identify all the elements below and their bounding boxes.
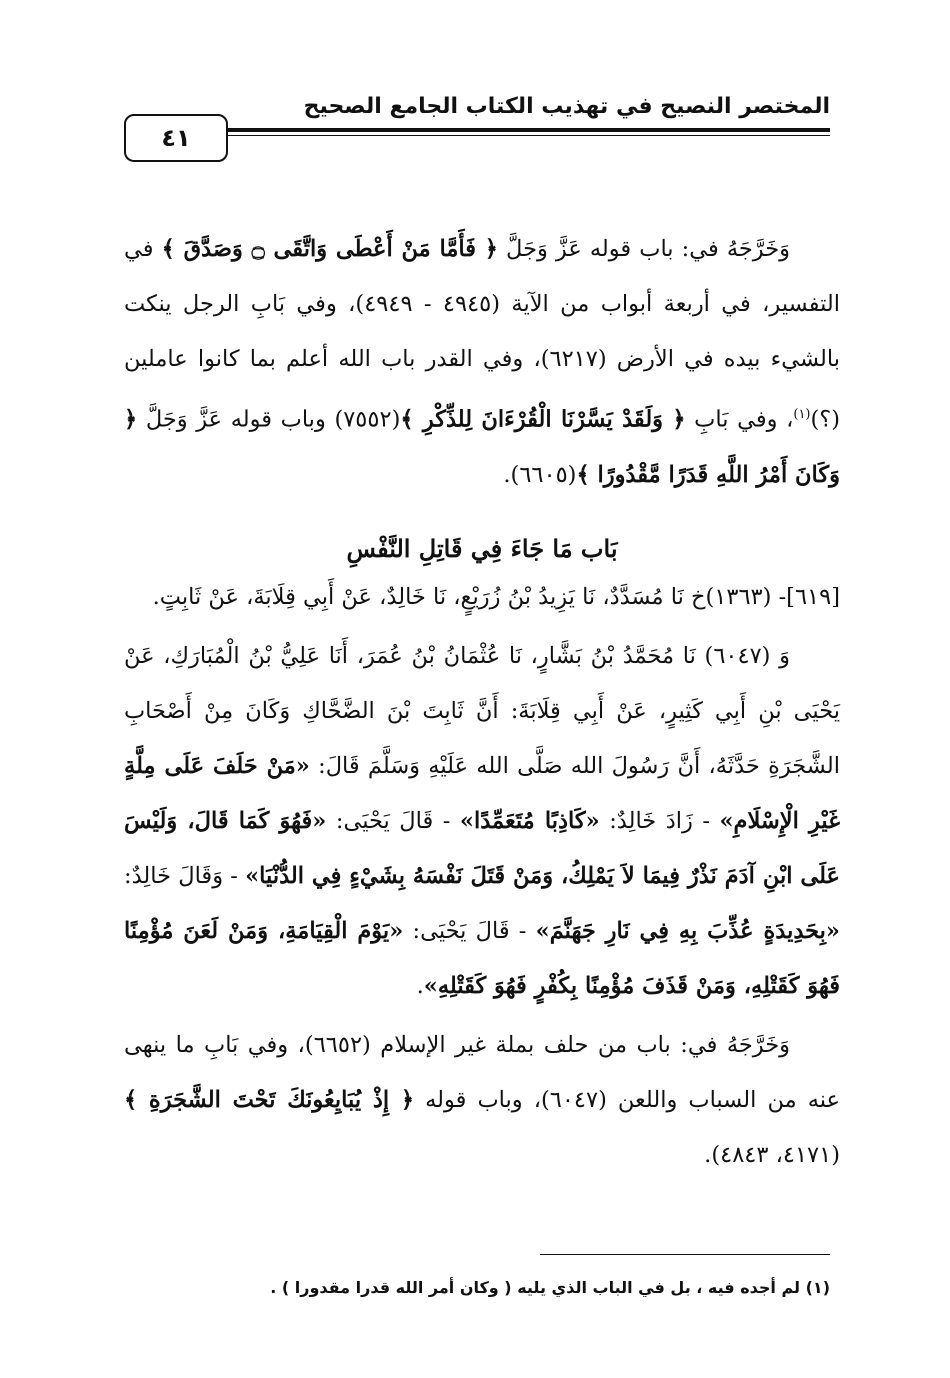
hadith-text: «مَنْ حَلَفَ عَلَى مِلَّةٍ غَيْرِ الْإِسْلَامِ» (124, 752, 840, 834)
text-run: - قَالَ يَحْيَى: (326, 807, 460, 834)
text-run: وَخَرَّجَهُ في: باب من حلف بملة غير الإسلام (٦٦٥٢)، وفي بَابِ ما ينهى عنه من السباب واللعن (٦٠٤٧)، وباب قوله (124, 1031, 840, 1113)
hadith-text: «يَوْمَ الْقِيَامَةِ، وَمَنْ لَعَنَ مُؤْمِنًا فَهُوَ كَقَتْلِهِ، وَمَنْ قَذَفَ مُؤْمِنًا بِكُفْرٍ فَهُوَ كَقَتْلِهِ» (124, 917, 840, 999)
takhrij-paragraph-1 (124, 222, 840, 503)
isnad-paragraph: [٦١٩]- (١٣٦٣)خ نَا مُسَدَّدٌ، نَا يَزِيدُ بْنُ زُرَيْعٍ، نَا خَالِدٌ، عَنْ أَبِي قِلَابَةَ، عَنْ ثَابِتٍ. (152, 583, 840, 610)
text-run: (٤١٧١، ٤٨٤٣). (704, 1141, 840, 1168)
footnote-marker: (١) (793, 407, 811, 422)
header-rule (228, 128, 830, 132)
header-rule-thin (228, 135, 830, 136)
body-text (124, 222, 840, 1183)
text-run: في التفسير، في أربعة أبواب من الآية (٤٩٤٥ - ٤٩٤٩)، وفي بَابِ الرجل ينكت بالشيء بيده في الأرض (٦٢١٧)، وفي القدر باب الله أعلم بما كانوا عاملين (؟) (124, 236, 840, 433)
hadith-text: «فَهُوَ كَمَا قَالَ، وَلَيْسَ عَلَى ابْنِ آدَمَ نَذْرٌ فِيمَا لاَ يَمْلِكُ، وَمَنْ قَتَلَ نَفْسَهُ بِشَيْءٍ فِي الدُّنْيَا» (124, 807, 840, 889)
text-run: (٦٦٠٥). (503, 461, 577, 488)
hadith-text: «كَاذِبًا مُتَعَمِّدًا» (459, 807, 600, 834)
page-number: ٤١ (124, 114, 228, 162)
chapter-heading: بَاب مَا جَاءَ فِي قَاتِلِ النَّفْسِ (346, 533, 618, 563)
text-run: - وَقَالَ خَالِدٌ: (124, 862, 246, 889)
text-run: - قَالَ يَحْيَى: (403, 917, 536, 944)
footnote-rule (540, 1254, 830, 1255)
text-run: وَ (٦٠٤٧) نَا مُحَمَّدُ بْنُ بَشَّارٍ، نَا عُثْمَانُ بْنُ عُمَرَ، أَنَا عَلِيُّ بْنُ الْمُبَارَكِ، عَنْ يَحْيَى بْنِ أَبِي كَثِيرٍ، عَنْ أَبِي قِلَابَةَ: أَنَّ ثَابِتَ بْنَ الضَّحَّاكِ وَكَانَ مِنْ أَصْحَابِ الشَّجَرَةِ حَدَّثَهُ، أَنَّ رَسُولَ الله صَلَّى الله عَلَيْهِ وَسَلَّمَ قَالَ: (124, 642, 840, 779)
takhrij-paragraph-2 (124, 1018, 840, 1183)
quran-verse: ﴿ وَكَانَ أَمْرُ اللَّهِ قَدَرًا مَّقْدُورًا ﴾ (124, 406, 840, 488)
text-run: - زَادَ خَالِدٌ: (599, 807, 720, 834)
footnote: (١) لم أجده فيه ، بل في الباب الذي يليه ( وكان أمر الله قدرا مقدورا ) . (270, 1278, 830, 1297)
text-run: ، وفي بَابِ (685, 406, 794, 433)
quran-verse: ﴿ إِذْ يُبَايِعُونَكَ تَحْتَ الشَّجَرَةِ ﴾ (124, 1086, 415, 1113)
quran-verse: ﴿ فَأَمَّا مَنْ أَعْطَى وَاتَّقَى ۝ وَصَدَّقَ ﴾ (161, 236, 498, 262)
hadith-paragraph (124, 629, 840, 1014)
hadith-text: «بِحَدِيدَةٍ عُذِّبَ بِهِ فِي نَارِ جَهَنَّمَ» (535, 917, 840, 944)
text-run: (٧٥٥٢) وباب قوله عَزَّ وَجَلَّ (137, 406, 401, 433)
running-title: المختصر النصيح في تهذيب الكتاب الجامع الصحيح (303, 94, 830, 119)
quran-verse: ﴿ وَلَقَدْ يَسَّرْنَا الْقُرْءَانَ لِلذِّكْرِ ﴾ (400, 406, 686, 433)
text-run: . (416, 972, 424, 999)
text-run: وَخَرَّجَهُ في: باب قوله عَزَّ وَجَلَّ (497, 236, 790, 262)
